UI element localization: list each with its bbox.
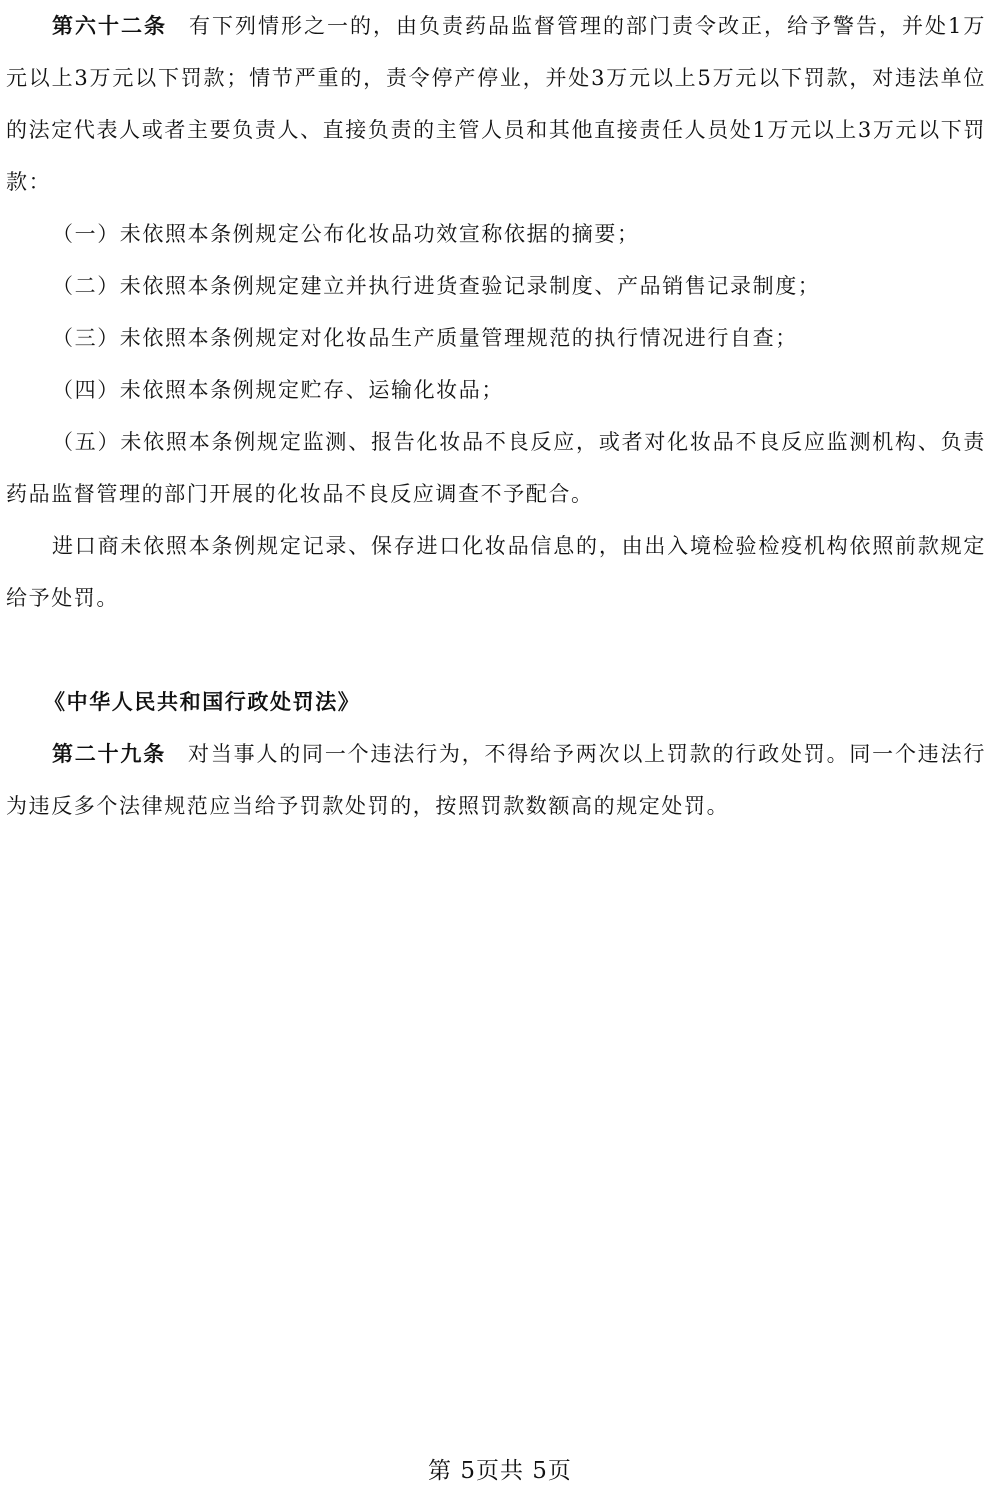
article-29-text: 对当事人的同一个违法行为，不得给予两次以上罚款的行政处罚。同一个违法行为违反多个法律规范应当给予罚款处罚的，按照罚款数额高的规定处罚。 xyxy=(6,742,987,818)
law-title: 《中华人民共和国行政处罚法》 xyxy=(44,689,361,714)
document-body xyxy=(6,0,986,832)
article-62-item-4: （四）未依照本条例规定贮存、运输化妆品； xyxy=(52,378,504,402)
article-62-text: 有下列情形之一的，由负责药品监督管理的部门责令改正，给予警告，并处1万元以上3万元以下罚款；情节严重的，责令停产停业，并处3万元以上5万元以下罚款，对违法单位的法定代表人或者主要负责人、直接负责的主管人员和其他直接责任人员处1万元以上3万元以下罚款： xyxy=(6,14,987,194)
article-62-item-2: （二）未依照本条例规定建立并执行进货查验记录制度、产品销售记录制度； xyxy=(52,274,821,298)
article-62-label: 第六十二条 xyxy=(52,13,168,38)
article-62-item-5: （五）未依照本条例规定监测、报告化妆品不良反应，或者对化妆品不良反应监测机构、负责药品监督管理的部门开展的化妆品不良反应调查不予配合。 xyxy=(6,430,986,506)
page-number-footer: 第 5页共 5页 xyxy=(428,1458,572,1484)
article-29-paragraph xyxy=(6,728,986,832)
article-62-paragraph xyxy=(6,0,986,208)
article-62-item-3: （三）未依照本条例规定对化妆品生产质量管理规范的执行情况进行自查； xyxy=(52,326,798,350)
article-62-item-1: （一）未依照本条例规定公布化妆品功效宣称依据的摘要； xyxy=(52,222,640,246)
article-29-label: 第二十九条 xyxy=(52,741,167,766)
importer-clause: 进口商未依照本条例规定记录、保存进口化妆品信息的，由出入境检验检疫机构依照前款规定给予处罚。 xyxy=(6,534,986,610)
